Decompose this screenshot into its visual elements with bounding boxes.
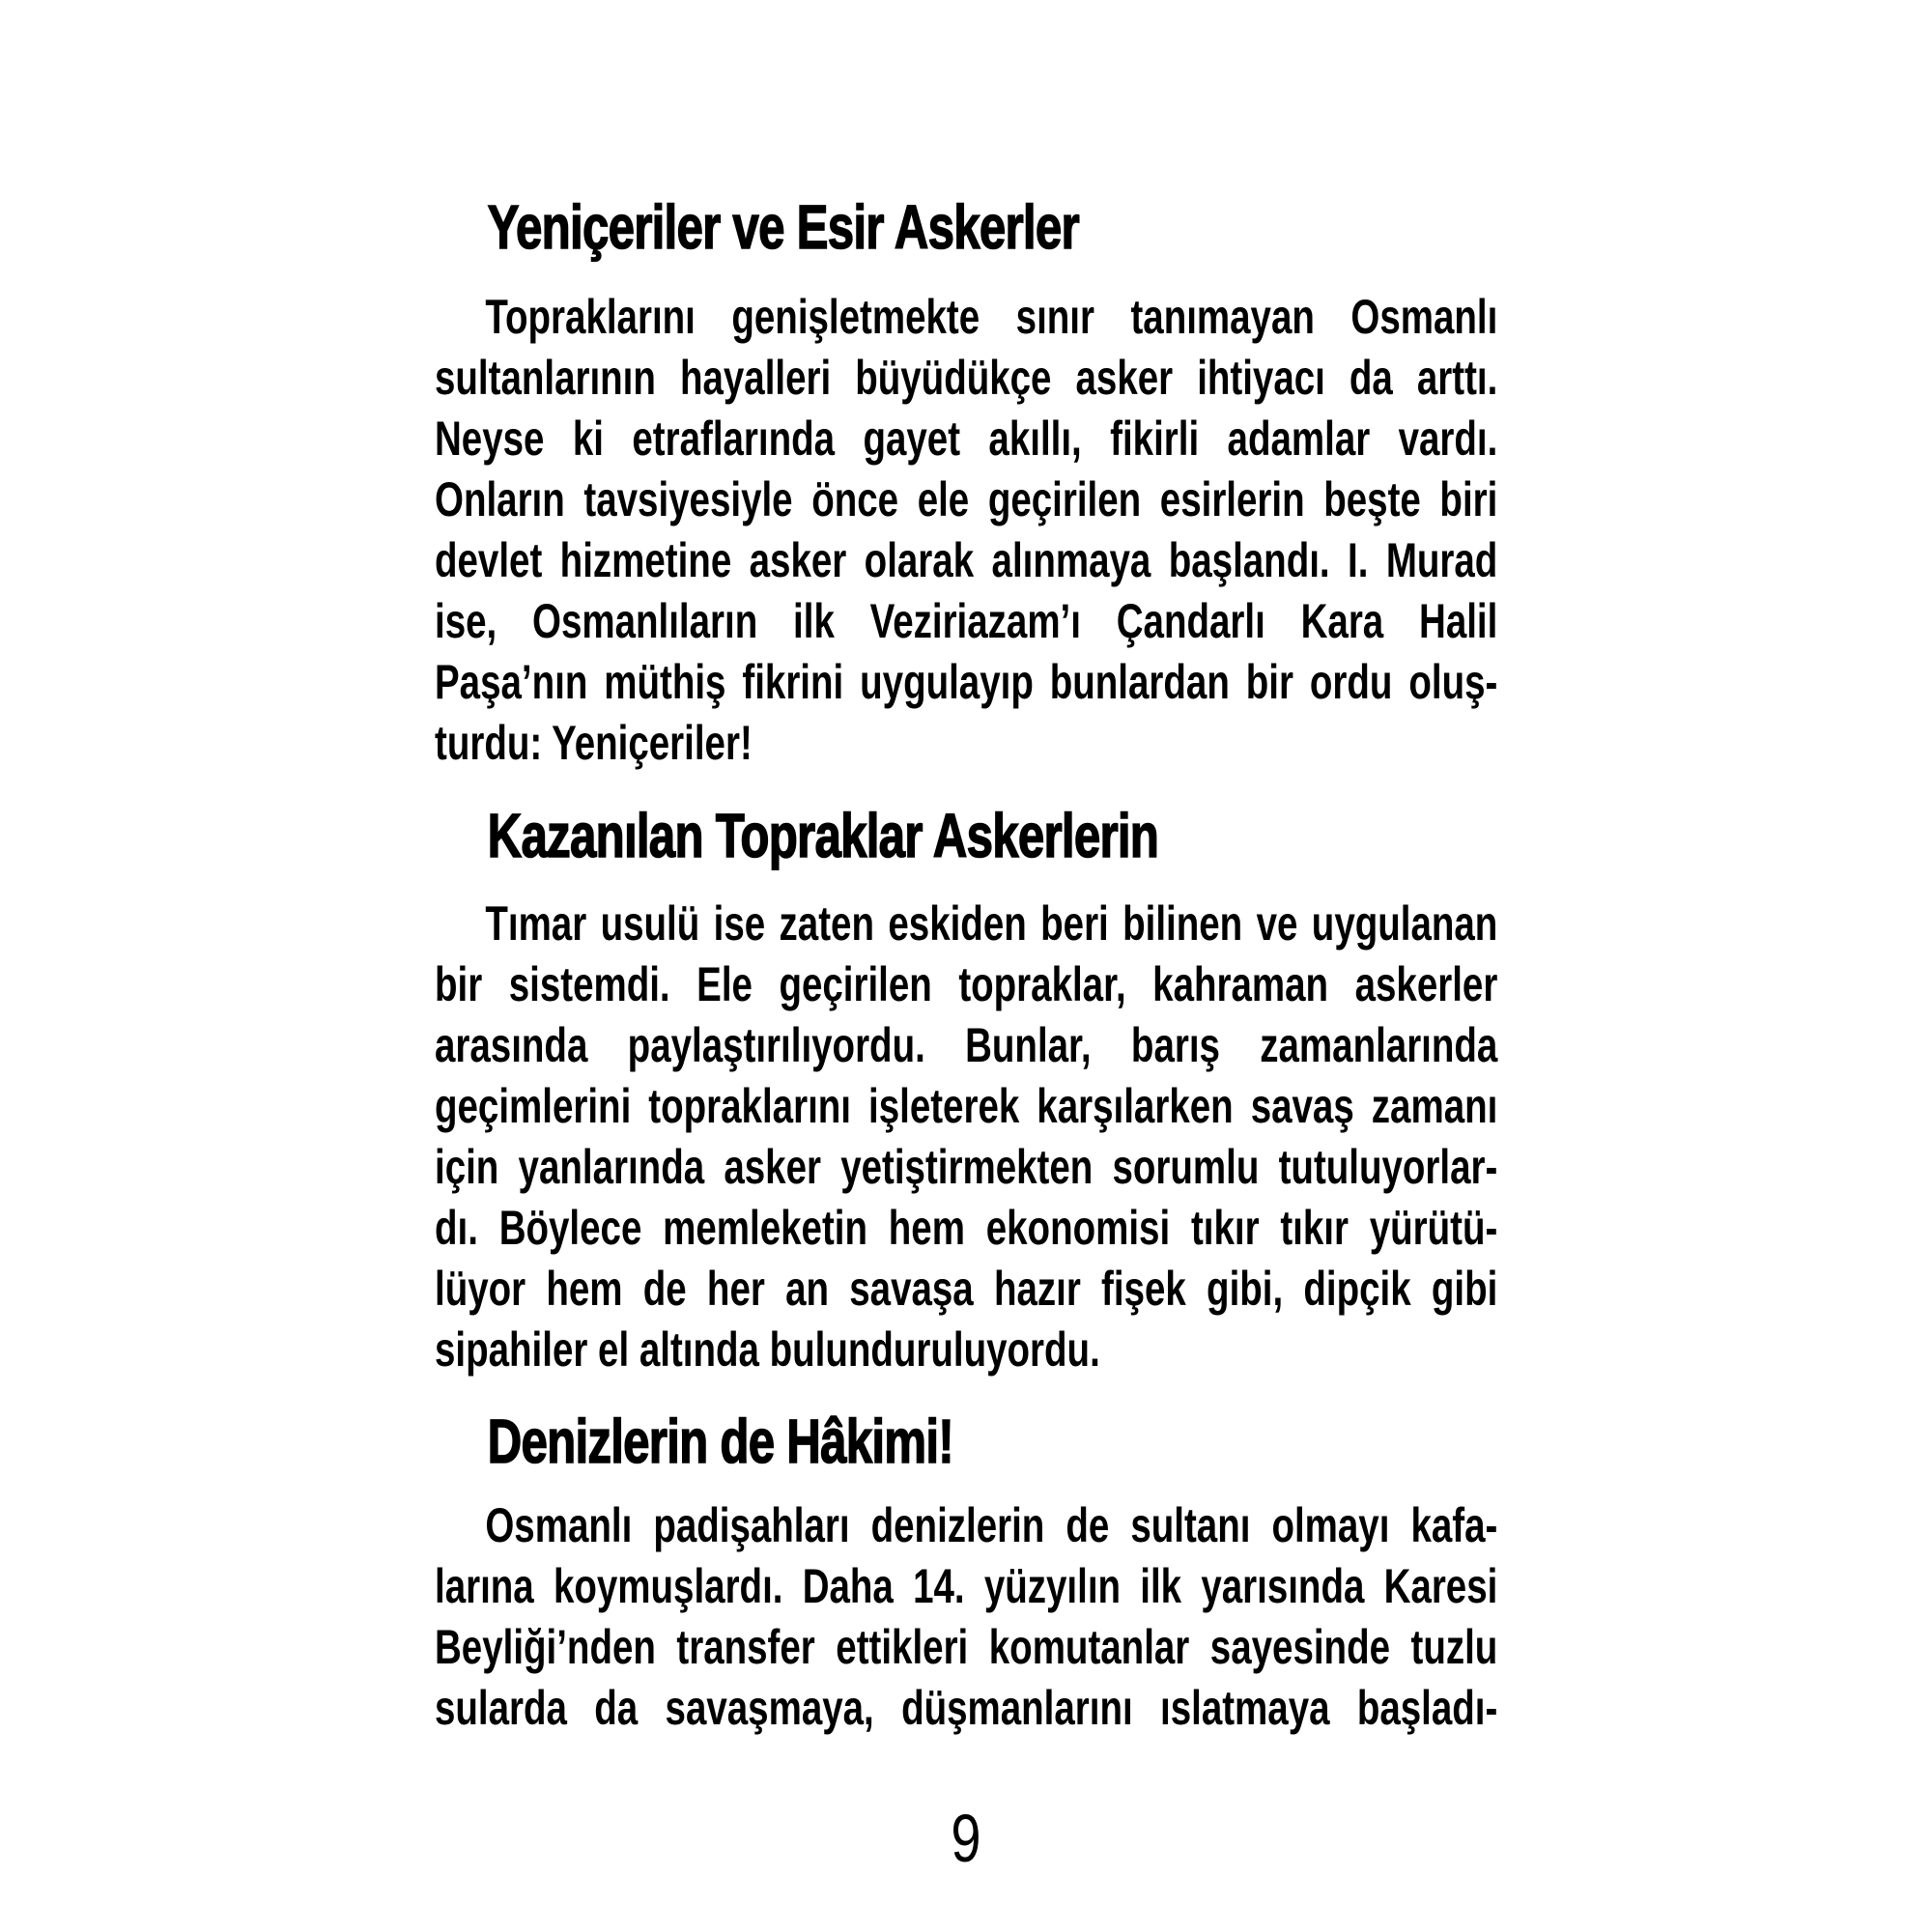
text-line: dı. Böylece memleketin hem ekonomisi tıkır tıkır yürütü- [435,1201,1498,1255]
text-column [435,0,1497,1739]
text-line: Beyliği’nden transfer ettikleri komutanlar sayesinde tuzlu [435,1620,1498,1674]
text-line: Osmanlı padişahları denizlerin de sultanı olmayı kafa- [485,1498,1498,1552]
page-number: 9 [951,1801,981,1876]
section-heading: Denizlerin de Hâkimi! [487,1406,953,1476]
text-line: bir sistemdi. Ele geçirilen topraklar, kahraman askerler [435,957,1498,1011]
text-line: arasında paylaştırılıyordu. Bunlar, barış zamanlarında [435,1018,1498,1072]
text-line: için yanlarında asker yetiştirmekten sorumlu tutuluyorlar- [435,1140,1498,1194]
text-line: sultanlarının hayalleri büyüdükçe asker ihtiyacı da arttı. [435,351,1498,405]
text-line: geçimlerini topraklarını işleterek karşılarken savaş zamanı [435,1079,1498,1133]
text-line: lüyor hem de her an savaşa hazır fişek gibi, dipçik gibi [435,1262,1498,1316]
text-line: sularda da savaşmaya, düşmanlarını ıslatmaya başladı- [435,1681,1498,1735]
text-line: Paşa’nın müthiş fikrini uygulayıp bunlardan bir ordu oluş- [435,655,1498,709]
text-line: Topraklarını genişletmekte sınır tanımayan Osmanlı [485,290,1498,344]
text-line: turdu: Yeniçeriler! [435,716,753,770]
paragraph [435,894,1497,1380]
section-heading: Yeniçeriler ve Esir Askerler [487,192,1079,262]
text-line: Tımar usulü ise zaten eskiden beri bilinen ve uygulanan [485,896,1498,951]
paragraph [435,1495,1497,1739]
text-line: ise, Osmanlıların ilk Veziriazam’ı Çandarlı Kara Halil [435,594,1498,648]
text-line: devlet hizmetine asker olarak alınmaya başlandı. I. Murad [435,533,1498,587]
text-line: larına koymuşlardı. Daha 14. yüzyılın ilk yarısında Karesi [435,1559,1498,1613]
text-line: Neyse ki etraflarında gayet akıllı, fikirli adamlar vardı. [435,412,1498,466]
text-line: Onların tavsiyesiyle önce ele geçirilen esirlerin beşte biri [435,472,1498,526]
paragraph [435,287,1497,774]
section-heading: Kazanılan Topraklar Askerlerin [487,801,1159,870]
text-line: sipahiler el altında bulunduruluyordu. [435,1322,1100,1377]
